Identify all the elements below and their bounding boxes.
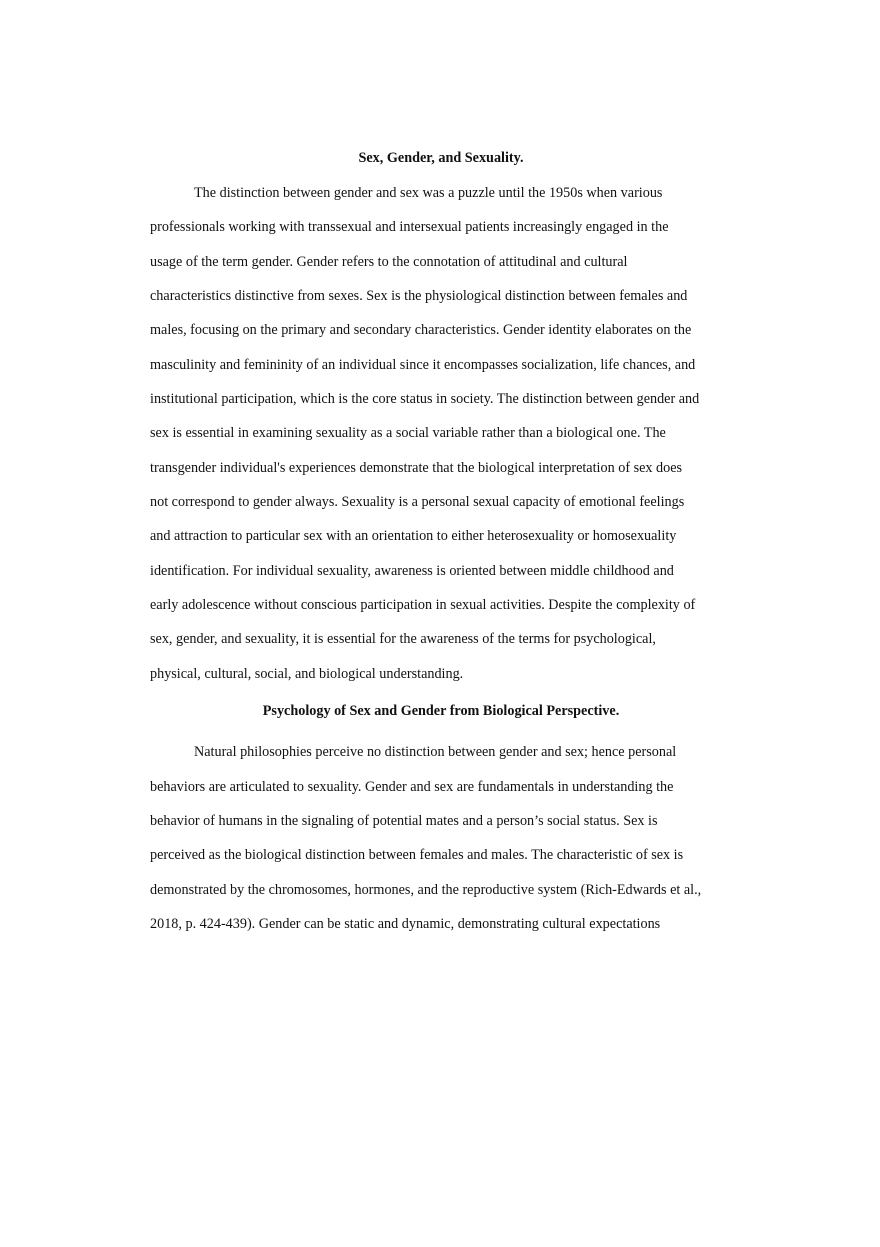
section-heading: Sex, Gender, and Sexuality.: [358, 150, 524, 166]
paragraph-line: masculinity and femininity of an individual since it encompasses socialization, life chances, and: [150, 356, 696, 373]
paragraph-line: usage of the term gender. Gender refers to the connotation of attitudinal and cultural: [150, 253, 628, 270]
paragraph-line: sex, gender, and sexuality, it is essential for the awareness of the terms for psychological,: [150, 631, 656, 648]
document-body: [150, 146, 732, 941]
paragraph-line: sex is essential in examining sexuality as a social variable rather than a biological one. The: [150, 425, 666, 442]
paragraph-line: behaviors are articulated to sexuality. Gender and sex are fundamentals in understanding the: [150, 778, 674, 795]
paragraph-line: and attraction to particular sex with an orientation to either heterosexuality or homosexuality: [150, 528, 677, 545]
paragraph-line: transgender individual's experiences demonstrate that the biological interpretation of sex does: [150, 459, 683, 476]
body-paragraph: [150, 176, 732, 691]
paragraph-line: not correspond to gender always. Sexuality is a personal sexual capacity of emotional feelings: [150, 494, 685, 511]
paragraph-line: institutional participation, which is the core status in society. The distinction between gender and: [150, 391, 700, 408]
section-heading: Psychology of Sex and Gender from Biological Perspective.: [262, 703, 620, 720]
paragraph-line: professionals working with transsexual and intersexual patients increasingly engaged in the: [150, 219, 669, 236]
paragraph-line: Natural philosophies perceive no distinction between gender and sex; hence personal: [194, 744, 677, 761]
paragraph-line: The distinction between gender and sex was a puzzle until the 1950s when various: [194, 185, 663, 201]
paragraph-line: characteristics distinctive from sexes. Sex is the physiological distinction between females and: [150, 288, 688, 305]
paragraph-line: physical, cultural, social, and biological understanding.: [150, 665, 464, 682]
paragraph-line: early adolescence without conscious participation in sexual activities. Despite the complexity of: [150, 597, 696, 614]
paragraph-line: demonstrated by the chromosomes, hormones, and the reproductive system (Rich-Edwards et al.,: [150, 881, 702, 898]
paragraph-line: perceived as the biological distinction between females and males. The characteristic of sex is: [150, 847, 684, 864]
paragraph-line: identification. For individual sexuality, awareness is oriented between middle childhood and: [150, 562, 674, 579]
body-paragraph: [150, 735, 732, 941]
paragraph-line: 2018, p. 424-439). Gender can be static and dynamic, demonstrating cultural expectations: [150, 915, 661, 932]
paragraph-line: males, focusing on the primary and secondary characteristics. Gender identity elaborates on the: [150, 322, 692, 339]
paragraph-line: behavior of humans in the signaling of potential mates and a person’s social status. Sex is: [150, 812, 658, 829]
